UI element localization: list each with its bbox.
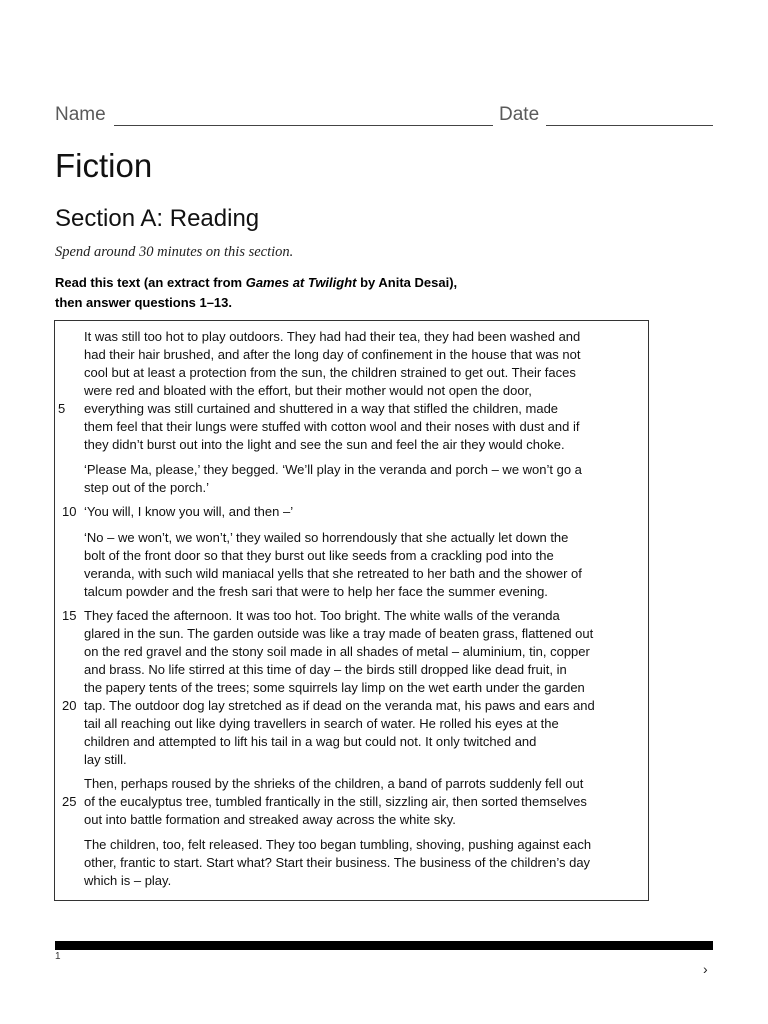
passage-line: of the eucalyptus tree, tumbled frantically in the still, sizzling air, then sorted themselves [84, 794, 587, 809]
page-title: Fiction [55, 147, 153, 184]
passage-line: lay still. [84, 752, 127, 767]
date-label: Date [499, 104, 540, 125]
passage-line: ‘No – we won’t, we won’t,’ they wailed so horrendously that she actually let down the [84, 530, 569, 545]
directions-line-1: Read this text (an extract from Games at Twilight by Anita Desai), [55, 275, 458, 290]
passage-line: and brass. No life stirred at this time of day – the birds still dropped like dead fruit, in [84, 662, 567, 677]
footer-rule [55, 941, 713, 950]
passage-line: tail all reaching out like dying travellers in search of water. He rolled his eyes at the [84, 716, 559, 731]
line-number: 5 [58, 401, 66, 416]
passage-line: them feel that their lungs were stuffed with cotton wool and their noses with dust and if [84, 419, 580, 434]
passage-line: bolt of the front door so that they burst out like seeds from a crackling pod into the [84, 548, 554, 563]
date-field-line[interactable] [546, 125, 713, 126]
name-label: Name [55, 104, 106, 125]
passage-line: tap. The outdoor dog lay stretched as if dead on the veranda mat, his paws and ears and [84, 698, 595, 713]
line-number: 10 [62, 504, 77, 519]
passage-line: everything was still curtained and shuttered in a way that stifled the children, made [84, 401, 559, 416]
passage-line: The children, too, felt released. They too began tumbling, shoving, pushing against each [84, 837, 592, 852]
passage-line: children and attempted to lift his tail in a wag but could not. It only twitched and [84, 734, 537, 749]
next-page-icon[interactable]: › [703, 961, 708, 977]
time-instruction: Spend around 30 minutes on this section. [55, 244, 294, 260]
line-number: 20 [62, 698, 77, 713]
passage-line: ‘You will, I know you will, and then –’ [84, 504, 294, 519]
reading-directions [55, 273, 457, 313]
passage-line: on the red gravel and the stony soil made in all shades of metal – aluminium, tin, copper [84, 644, 590, 659]
passage-line: talcum powder and the fresh sari that were to help her face the summer evening. [84, 584, 548, 599]
passage-line: the papery tents of the trees; some squirrels lay limp on the wet earth under the garden [84, 680, 585, 695]
page-number: 1 [55, 951, 61, 962]
passage-line: ‘Please Ma, please,’ they begged. ‘We’ll play in the veranda and porch – we won’t go a [84, 462, 582, 477]
passage-line: had their hair brushed, and after the long day of confinement in the house that was not [84, 347, 581, 362]
line-number: 15 [62, 608, 77, 623]
passage-line: out into battle formation and streaked away across the white sky. [84, 812, 456, 827]
passage-line: They faced the afternoon. It was too hot. Too bright. The white walls of the veranda [84, 608, 560, 623]
passage-line: It was still too hot to play outdoors. They had had their tea, they had been washed and [84, 329, 581, 344]
passage-line: veranda, with such wild maniacal yells that she retreated to her bath and the shower of [84, 566, 582, 581]
section-title: Section A: Reading [55, 205, 260, 232]
passage-line: which is – play. [84, 873, 172, 888]
passage-line: they didn’t burst out into the light and see the sun and feel the air they would choke. [84, 437, 565, 452]
book-title: Games at Twilight [245, 275, 357, 290]
name-field-line[interactable] [114, 125, 493, 126]
passage-line: were red and bloated with the effort, but their mother would not open the door, [84, 383, 532, 398]
passage-line: cool but at least a protection from the sun, the children strained to get out. Their faces [84, 365, 576, 380]
line-number: 25 [62, 794, 77, 809]
passage-line: Then, perhaps roused by the shrieks of the children, a band of parrots suddenly fell out [84, 776, 584, 791]
passage-line: glared in the sun. The garden outside was like a tray made of beaten grass, flattened out [84, 626, 594, 641]
name-date-row [55, 104, 713, 130]
passage-line: other, frantic to start. Start what? Start their business. The business of the children’s day [84, 855, 591, 870]
passage-line: step out of the porch.’ [84, 480, 210, 495]
directions-line-2: then answer questions 1–13. [55, 295, 233, 310]
